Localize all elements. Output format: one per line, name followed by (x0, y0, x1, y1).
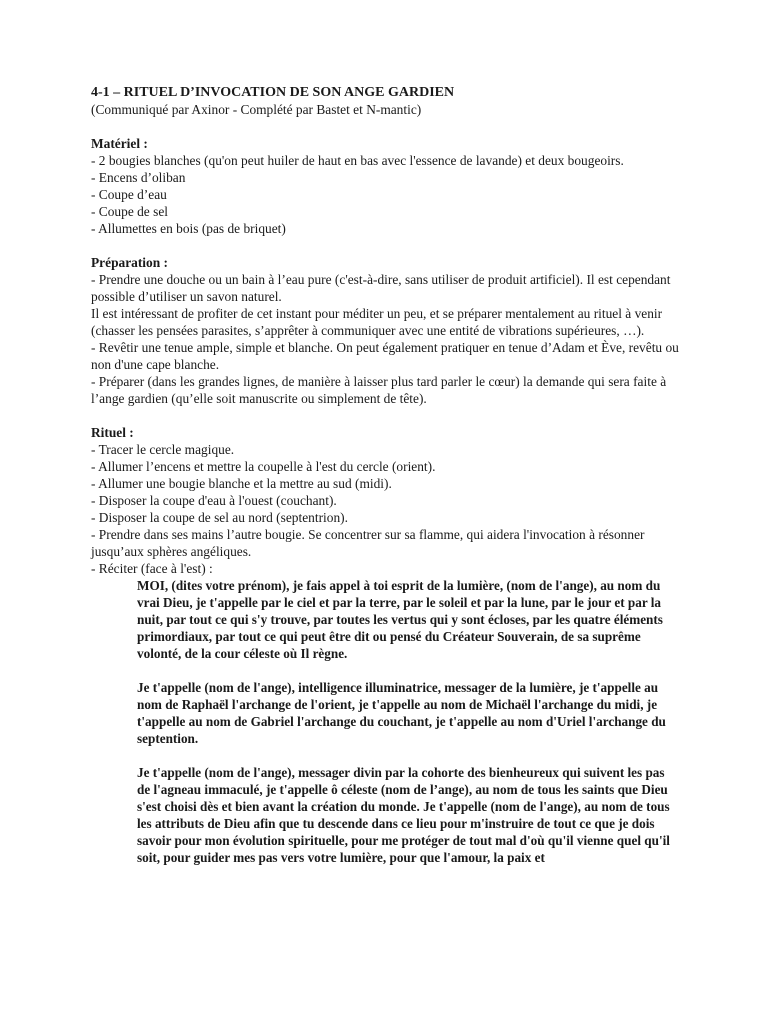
list-item: - Coupe de sel (91, 204, 168, 219)
list-item: - Encens d’oliban (91, 170, 186, 185)
rituel-section (91, 424, 683, 866)
list-item: - Allumer l’encens et mettre la coupelle à l'est du cercle (orient). (91, 459, 436, 474)
list-item: - Préparer (dans les grandes lignes, de manière à laisser plus tard parler le cœur) la demande qui sera faite à l’ange gardien (qu’elle soit manuscrite ou simplement de tête). (91, 374, 667, 406)
list-item: - Allumettes en bois (pas de briquet) (91, 221, 286, 236)
invocation-text (137, 577, 675, 866)
list-item: - Revêtir une tenue ample, simple et blanche. On peut également pratiquer en tenue d’Adam et Ève, revêtu ou non d'une cape blanche. (91, 340, 679, 372)
list-item: - 2 bougies blanches (qu'on peut huiler de haut en bas avec l'essence de lavande) et deux bougeoirs. (91, 153, 624, 168)
invocation-paragraph: MOI, (dites votre prénom), je fais appel à toi esprit de la lumière, (nom de l'ange), au nom du vrai Dieu, je t'appelle par le ciel et par la terre, par le soleil et par la lune, par le jour et par la nuit, par tout ce qui s'y trouve, par toutes les vertus qui y sont écloses, par les quatre éléments primordiaux, par tout ce qui peut être dit ou pensé du Créateur Souverain, de sa suprême volonté, de la cour céleste où Il règne. (137, 578, 663, 661)
list-item: - Disposer la coupe d'eau à l'ouest (couchant). (91, 493, 337, 508)
list-item: - Disposer la coupe de sel au nord (septentrion). (91, 510, 348, 525)
materiel-section (91, 135, 683, 237)
preparation-section (91, 254, 683, 407)
list-item: - Tracer le cercle magique. (91, 442, 235, 457)
document-subtitle: (Communiqué par Axinor - Complété par Bastet et N-mantic) (91, 102, 422, 117)
document-page (91, 84, 683, 883)
list-item: - Prendre une douche ou un bain à l’eau pure (c'est-à-dire, sans utiliser de produit artificiel). Il est cependant possible d’utiliser un savon naturel. (91, 272, 671, 304)
rituel-heading: Rituel : (91, 425, 134, 440)
list-item: - Coupe d’eau (91, 187, 167, 202)
invocation-paragraph: Je t'appelle (nom de l'ange), intelligence illuminatrice, messager de la lumière, je t'appelle au nom de Raphaël l'archange de l'orient, je t'appelle au nom de Michaël l'archange du midi, je t'appelle au nom de Gabriel l'archange du couchant, je t'appelle au nom d'Uriel l'archange du septention. (137, 680, 666, 746)
invocation-paragraph: Je t'appelle (nom de l'ange), messager divin par la cohorte des bienheureux qui suivent les pas de l'agneau immaculé, je t'appelle ô céleste (nom de l’ange), au nom de tous les saints que Dieu s'est choisi dès et bien avant la création du monde. Je t'appelle (nom de l'ange), au nom de tous les attributs de Dieu afin que tu descende dans ce lieu pour m'instruire de tout ce que je dois savoir pour mon évolution spirituelle, pour me protéger de tout mal d'où qu'il vienne quel qu'il soit, pour guider mes pas vers votre lumière, pour que l'amour, la paix et (137, 765, 670, 865)
preparation-heading: Préparation : (91, 255, 168, 270)
document-title: 4-1 – RITUEL D’INVOCATION DE SON ANGE GARDIEN (91, 85, 455, 100)
paragraph: Il est intéressant de profiter de cet instant pour méditer un peu, et se préparer mentalement au rituel à venir (chasser les pensées parasites, s’apprêter à communiquer avec une entité de vibrations supérieures, …). (91, 306, 663, 338)
list-item: - Réciter (face à l'est) : (91, 561, 213, 576)
materiel-heading: Matériel : (91, 136, 148, 151)
list-item: - Prendre dans ses mains l’autre bougie. Se concentrer sur sa flamme, qui aidera l'invocation à résonner jusqu’aux sphères angéliques. (91, 527, 645, 559)
list-item: - Allumer une bougie blanche et la mettre au sud (midi). (91, 476, 392, 491)
